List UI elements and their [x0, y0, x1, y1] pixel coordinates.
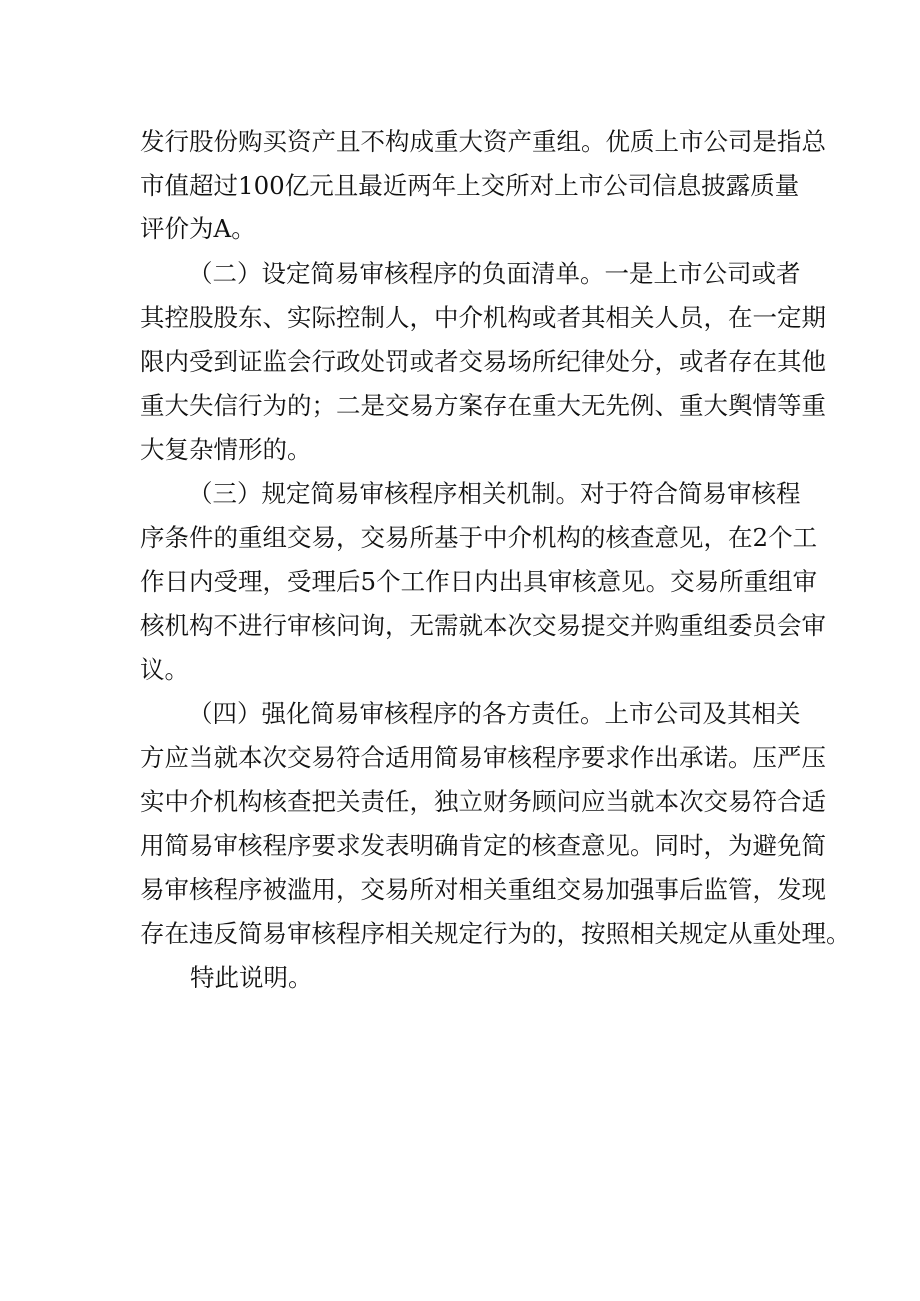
paragraph-3-line-3: 作日内受理，受理后5个工作日内出具审核意见。交易所重组审	[140, 567, 818, 596]
paragraph-1-line-3: 评价为A。	[140, 214, 256, 243]
paragraph-4-line-5: 易审核程序被滥用，交易所对相关重组交易加强事后监管，发现	[140, 875, 826, 904]
paragraph-3-line-5: 议。	[140, 655, 189, 684]
paragraph-1-line-2: 市值超过100亿元且最近两年上交所对上市公司信息披露质量	[140, 171, 800, 200]
paragraph-4-line-1: （四）强化简易审核程序的各方责任。上市公司及其相关	[188, 699, 801, 728]
paragraph-4-line-6: 存在违反简易审核程序相关规定行为的，按照相关规定从重处理。	[140, 919, 851, 948]
paragraph-3-line-1: （三）规定简易审核程序相关机制。对于符合简易审核程	[188, 479, 801, 508]
paragraph-2-line-3: 限内受到证监会行政处罚或者交易场所纪律处分，或者存在其他	[140, 347, 826, 376]
paragraph-4-line-4: 用简易审核程序要求发表明确肯定的核查意见。同时，为避免简	[140, 831, 826, 860]
paragraph-4-line-3: 实中介机构核查把关责任，独立财务顾问应当就本次交易符合适	[140, 787, 826, 816]
paragraph-3-line-2: 序条件的重组交易，交易所基于中介机构的核查意见，在2个工	[140, 523, 818, 552]
paragraph-3-line-4: 核机构不进行审核问询，无需就本次交易提交并购重组委员会审	[140, 611, 826, 640]
paragraph-1-line-1: 发行股份购买资产且不构成重大资产重组。优质上市公司是指总	[140, 127, 826, 156]
paragraph-2-line-2: 其控股股东、实际控制人，中介机构或者其相关人员，在一定期	[140, 303, 826, 332]
closing-statement: 特此说明。	[190, 963, 313, 992]
paragraph-2-line-4: 重大失信行为的；二是交易方案存在重大无先例、重大舆情等重	[140, 391, 826, 420]
paragraph-4-line-2: 方应当就本次交易符合适用简易审核程序要求作出承诺。压严压	[140, 743, 826, 772]
paragraph-2-line-5: 大复杂情形的。	[140, 435, 312, 464]
paragraph-2-line-1: （二）设定简易审核程序的负面清单。一是上市公司或者	[188, 259, 801, 288]
